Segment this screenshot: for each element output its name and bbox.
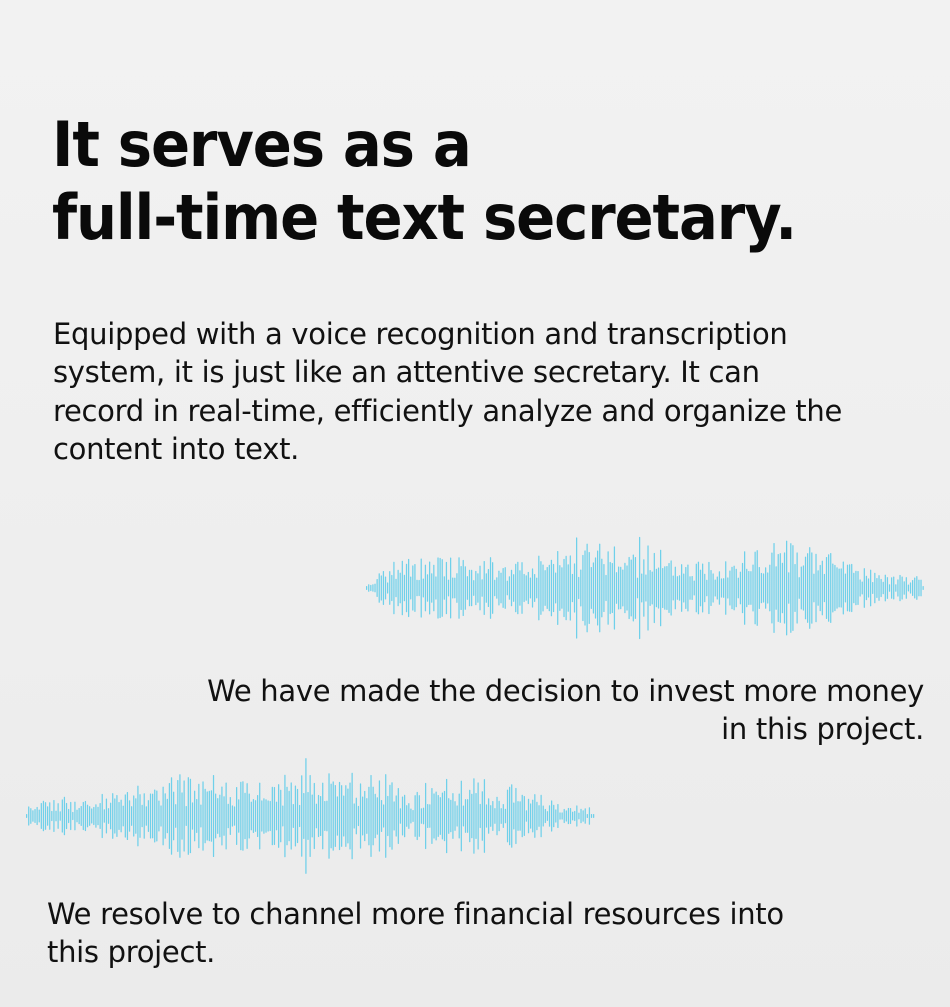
waveform-top: [366, 528, 926, 648]
waveform-top-caption: We have made the decision to invest more money in this project.: [207, 674, 924, 747]
headline-line-2: full-time text secretary.: [52, 181, 797, 255]
waveform-bottom: [26, 756, 596, 876]
headline-line-1: It serves as a: [52, 108, 471, 181]
waveform-bottom-caption: We resolve to channel more financial resources into this project.: [47, 897, 784, 970]
page-title: [52, 108, 912, 254]
body-paragraph: Equipped with a voice recognition and transcription system, it is just like an attentive secretary. It can record in real-time, efficiently analyze and organize the content into text.: [53, 317, 842, 466]
